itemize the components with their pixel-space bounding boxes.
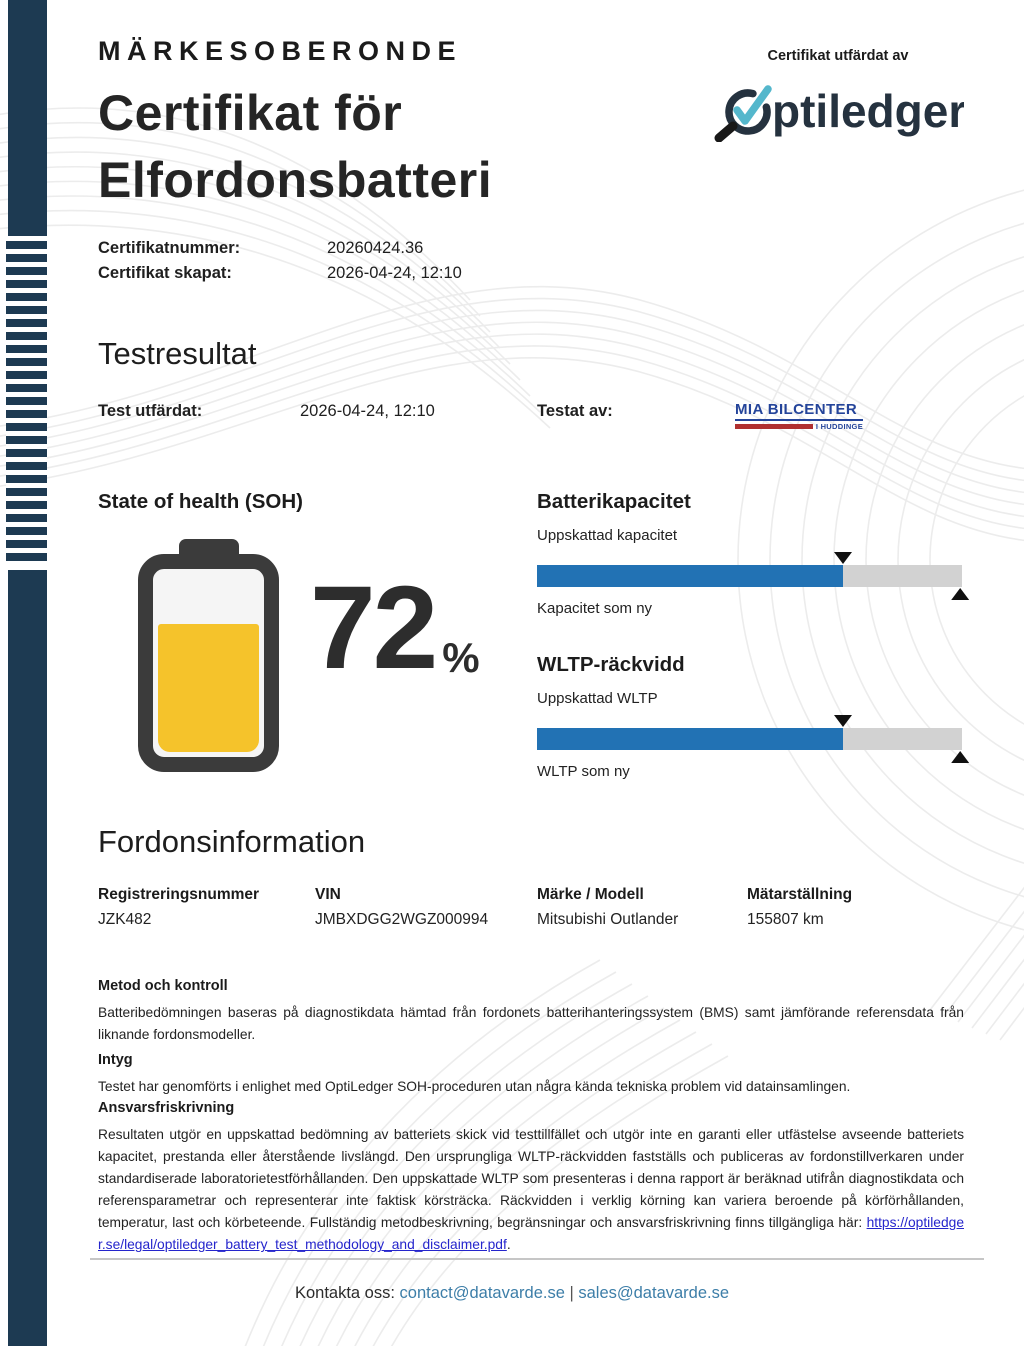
capacity-estimated-marker-icon (834, 552, 852, 564)
wltp-bar-fill (537, 728, 843, 750)
soh-title: State of health (SOH) (98, 490, 304, 513)
certificate-number-row (98, 236, 462, 261)
certificate-number-value: 20260424.36 (327, 239, 424, 257)
capacity-title: Batterikapacitet (537, 490, 691, 513)
certification-title: Intyg (98, 1052, 133, 1068)
capacity-bar (537, 565, 962, 587)
sales-email-link[interactable]: sales@datavarde.se (578, 1284, 730, 1302)
wltp-title: WLTP-räckvidd (537, 653, 685, 676)
sidebar-bar-top (8, 0, 47, 236)
test-issued-value: 2026-04-24, 12:10 (300, 402, 435, 420)
page-title-line1: Certifikat för (98, 85, 403, 141)
method-title: Metod och kontroll (98, 978, 228, 994)
footer-contact: Kontakta oss: contact@datavarde.se | sales@datavarde.se (294, 1284, 730, 1302)
battery-fill-level (158, 624, 259, 752)
vehicle-field-label: Mätarställning (747, 886, 853, 903)
disclaimer-title: Ansvarsfriskrivning (98, 1100, 235, 1116)
battery-icon (138, 554, 279, 772)
soh-percent-unit: % (442, 634, 480, 682)
vehicle-field-label: Registreringsnummer (98, 886, 260, 903)
page-title-line2: Elfordonsbatteri (98, 152, 493, 208)
disclaimer-body: Resultaten utgör en uppskattad bedömning av batteriets skick vid testtillfället och utgör inte en garanti eller utfästelse avseende batteriets kapacitet, prestanda eller återstående livslängd. Den ursprungliga WLTP-räckvidden fastställs och publiceras av fordonstillverkaren under standardiserade laboratorietestförhållanden. Den uppskattade WLTP som presenteras i denna rapport är beräknad utifrån diagnostikdata och referensparametrar och representerar inte faktisk körsträcka. Räckvidden i verklig körning kan variera beroende på körförhållanden, temperatur, last och körbeteende. Fullständig metodbeskrivning, begränsningar och ansvarsfriskrivning finns tillgängliga här: https://optiledger.se/legal/optiledger_battery_test_methodology_and_disclaimer.pdf. (98, 1127, 964, 1253)
method-body: Batteribedömningen baseras på diagnostikdata hämtad från fordonets batterihanteringssystem (BMS) samt jämförande referensdata från liknande fordonsmodeller. (98, 1005, 964, 1043)
certificate-created-value: 2026-04-24, 12:10 (327, 264, 462, 282)
disclaimer-section (98, 1100, 964, 1256)
vehicle-field-label: Märke / Modell (537, 886, 644, 903)
bars-section (537, 490, 962, 780)
vehicle-info-grid (98, 886, 964, 929)
optiledger-logo (712, 78, 964, 142)
certificate-created-row (98, 261, 462, 286)
wltp-estimated-marker-icon (834, 715, 852, 727)
vehicle-field-value: 155807 km (747, 911, 824, 928)
soh-percent-number: 72 (310, 562, 436, 694)
testresultat-heading: Testresultat (98, 336, 257, 371)
contact-label: Kontakta oss: (294, 1284, 400, 1302)
mia-bilcenter-name: MIA BILCENTER (735, 401, 863, 421)
vehicle-info-heading: Fordonsinformation (98, 824, 366, 859)
vehicle-field-label: VIN (315, 886, 341, 903)
page-title (98, 80, 492, 214)
vehicle-field-value: JZK482 (98, 911, 152, 928)
wltp-new-marker-icon (951, 751, 969, 763)
certificate-number-label: Certifikatnummer: (98, 239, 241, 257)
disclaimer-pdf-link[interactable]: https://optiledger.se/legal/optiledger_battery_test_methodology_and_disclaimer.pdf (98, 1215, 964, 1253)
certificate-created-label: Certifikat skapat: (98, 264, 232, 282)
tested-by-label: Testat av: (537, 402, 613, 420)
issued-by-block (710, 48, 966, 147)
capacity-new-marker-icon (951, 588, 969, 600)
vehicle-field-value: JMBXDGG2WGZ000994 (315, 911, 489, 928)
mia-red-bar (735, 424, 813, 429)
vehicle-field-value: Mitsubishi Outlander (537, 911, 679, 928)
brand-name-text: ptiledger (772, 85, 964, 137)
mia-bilcenter-sub: I HUDDINGE (815, 422, 863, 431)
capacity-bottom-label: Kapacitet som ny (537, 600, 653, 617)
footer-divider (90, 1258, 984, 1260)
certification-body: Testet har genomförts i enlighet med OptiLedger SOH-proceduren utan några kända tekniska problem vid datainsamlingen. (98, 1079, 851, 1094)
wltp-bar (537, 728, 962, 750)
sidebar-bar-bottom (8, 570, 47, 1346)
test-issued-row (98, 402, 964, 442)
capacity-top-label: Uppskattad kapacitet (537, 527, 678, 544)
certificate-meta (98, 236, 462, 286)
sidebar-stripe-pattern (6, 241, 47, 566)
contact-email-link[interactable]: contact@datavarde.se (399, 1284, 565, 1302)
capacity-bar-fill (537, 565, 843, 587)
method-section (98, 978, 964, 1046)
certification-section (98, 1052, 964, 1098)
wltp-top-label: Uppskattad WLTP (537, 690, 658, 707)
test-issued-label: Test utfärdat: (98, 402, 203, 420)
issued-by-label: Certifikat utfärdat av (767, 48, 909, 64)
eyebrow-title: MÄRKESOBERONDE (98, 36, 463, 66)
mia-bilcenter-logo (735, 401, 863, 431)
wltp-bottom-label: WLTP som ny (537, 763, 630, 780)
soh-value (310, 562, 480, 694)
soh-section (98, 490, 528, 694)
